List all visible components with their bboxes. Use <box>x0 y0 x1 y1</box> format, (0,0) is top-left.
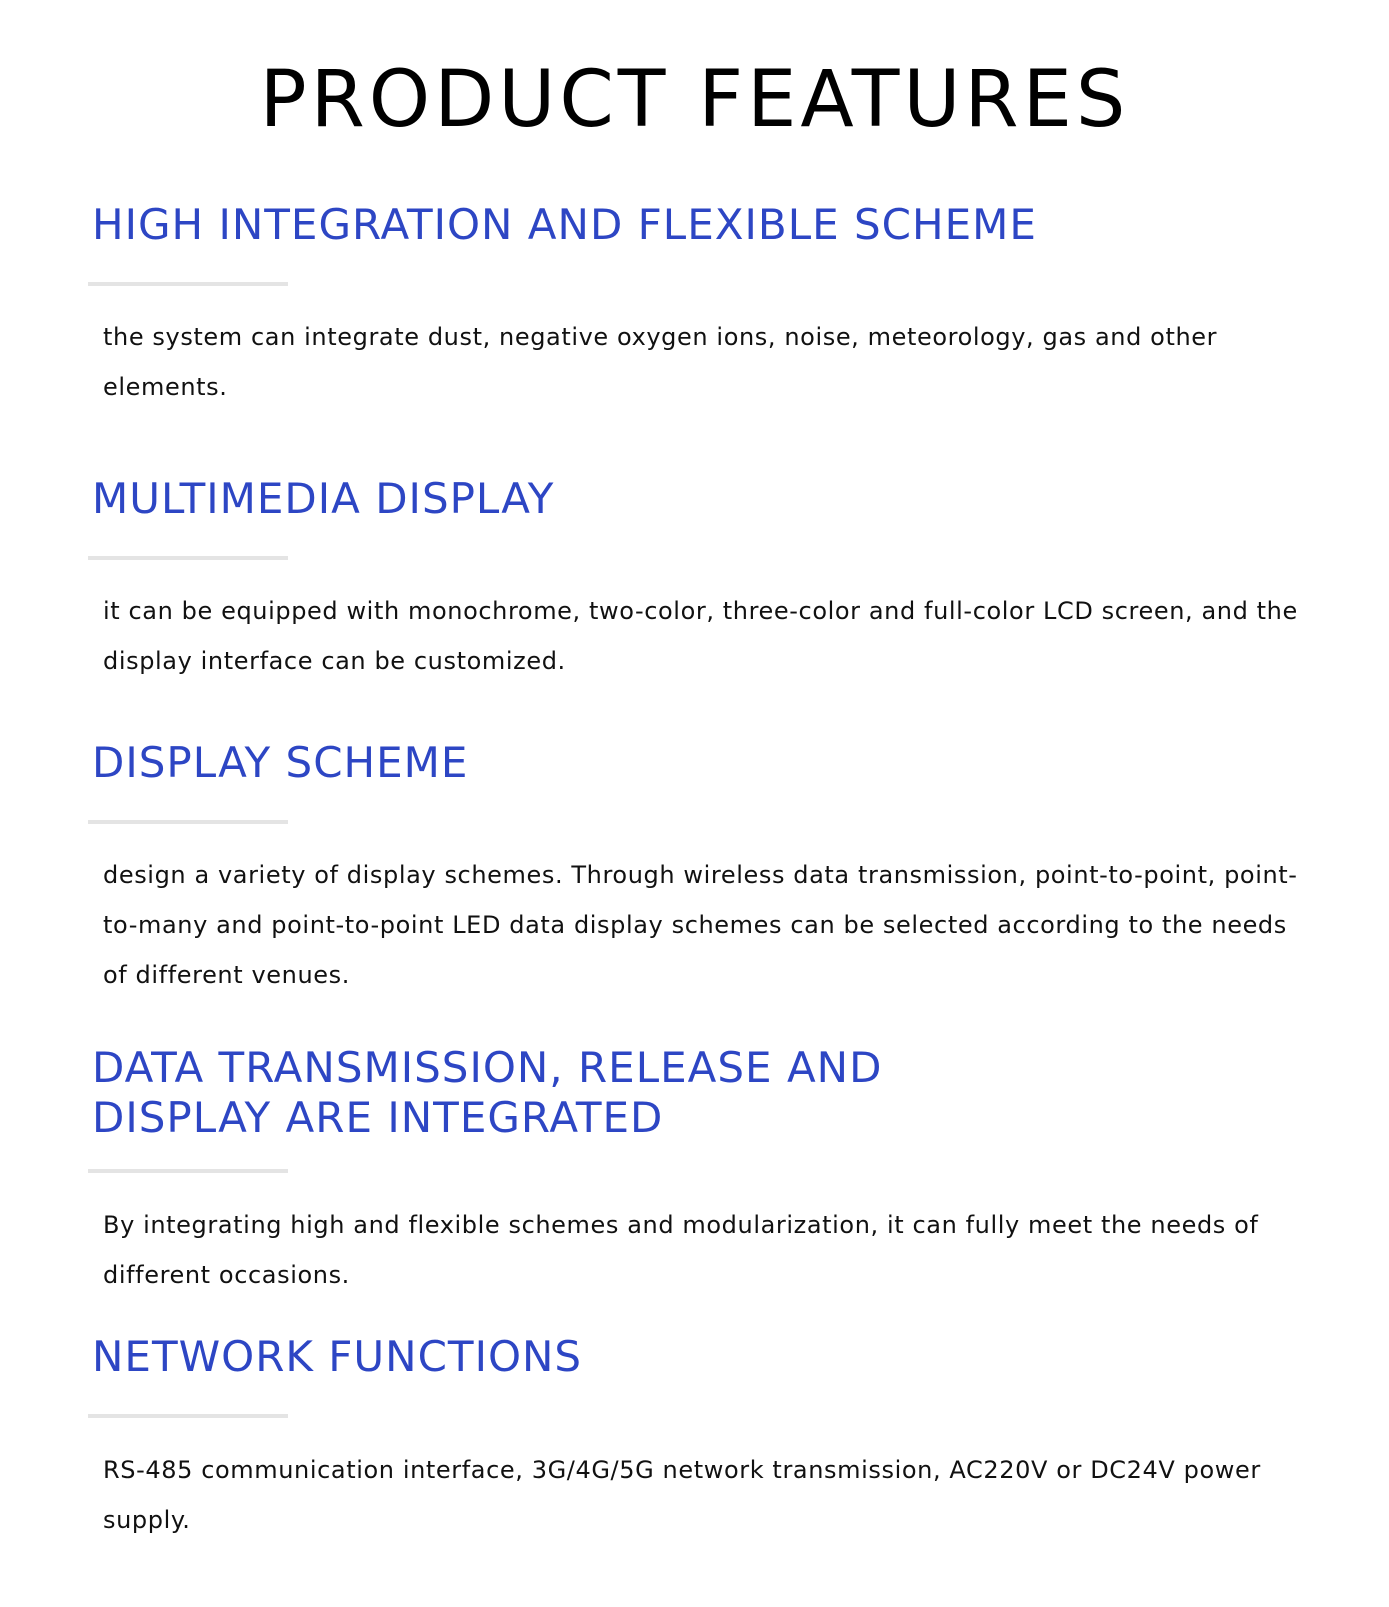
section-body: the system can integrate dust, negative oxygen ions, noise, meteorology, gas and other elements. <box>103 323 1218 401</box>
section-body: RS-485 communication interface, 3G/4G/5G network transmission, AC220V or DC24V power supply. <box>103 1456 1261 1534</box>
page-title: PRODUCT FEATURES <box>259 55 1130 145</box>
section-body: it can be equipped with monochrome, two-color, three-color and full-color LCD screen, and the display interface can be customized. <box>103 597 1298 675</box>
section-divider <box>88 1169 288 1173</box>
section-body: By integrating high and flexible schemes and modularization, it can fully meet the needs of different occasions. <box>103 1211 1259 1289</box>
section-heading: HIGH INTEGRATION AND FLEXIBLE SCHEME <box>92 200 1037 249</box>
section-divider <box>88 820 288 824</box>
section-divider <box>88 1414 288 1418</box>
section-heading: DISPLAY SCHEME <box>92 738 469 787</box>
section-divider <box>88 282 288 286</box>
section-heading: MULTIMEDIA DISPLAY <box>92 474 555 523</box>
section-heading: NETWORK FUNCTIONS <box>92 1332 583 1381</box>
section-heading: DATA TRANSMISSION, RELEASE AND DISPLAY ARE INTEGRATED <box>92 1043 883 1142</box>
section-body: design a variety of display schemes. Through wireless data transmission, point-to-point, point-to-many and point-to-point LED data display schemes can be selected according to the needs of different venues. <box>103 861 1298 989</box>
section-divider <box>88 556 288 560</box>
